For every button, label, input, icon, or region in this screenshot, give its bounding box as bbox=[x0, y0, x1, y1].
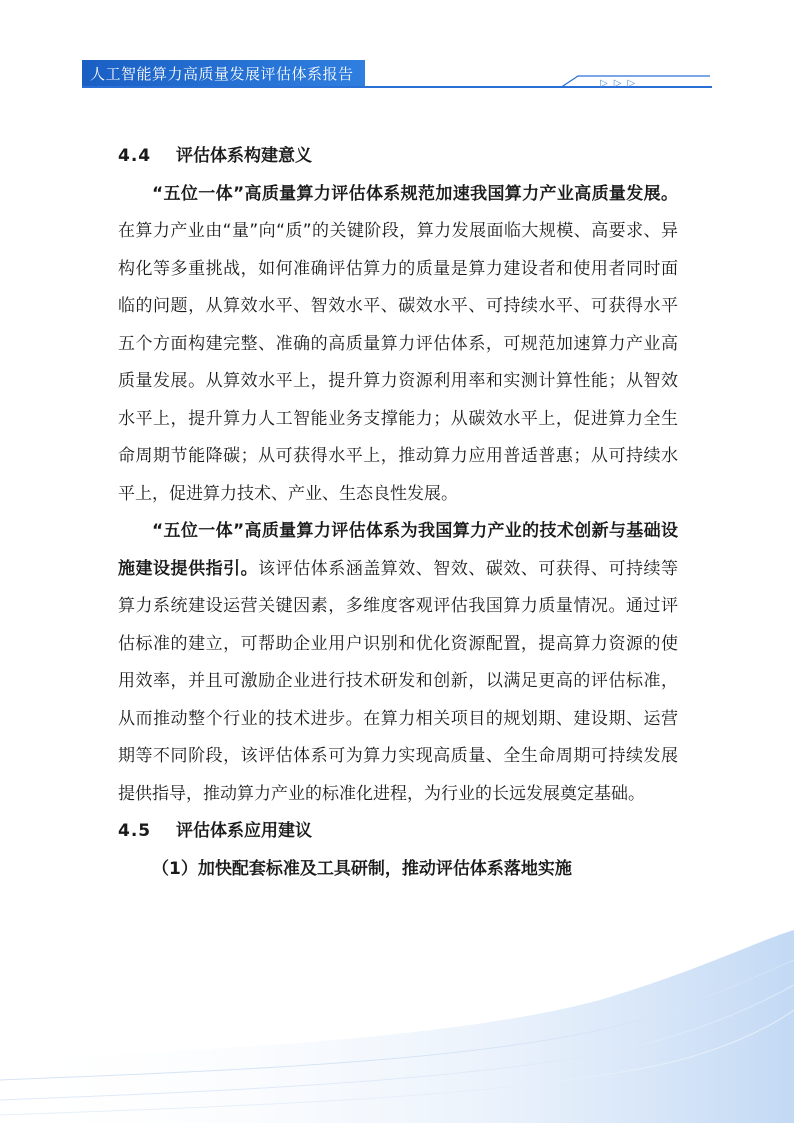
report-title: 人工智能算力高质量发展评估体系报告 bbox=[90, 65, 354, 83]
paragraph-lead: “五位一体”高质量算力评估体系规范加速我国算力产业高质量发展。 bbox=[152, 183, 678, 204]
section-number: 4.5 bbox=[118, 821, 152, 841]
header-arrows-icon: ▷▷▷ bbox=[600, 78, 642, 89]
section-number: 4.4 bbox=[118, 146, 152, 166]
subheading: （1）加快配套标准及工具研制，推动评估体系落地实施 bbox=[152, 858, 572, 879]
section-heading bbox=[118, 138, 678, 176]
paragraph-body: 该评估体系涵盖算效、智效、碳效、可获得、可持续等算力系统建设运营关键因素，多维度客观评估我国算力质量情况。通过评估标准的建立，可帮助企业用户识别和优化资源配置，提高算力资源的使用效率，并且可激励企业进行技术研发和创新，以满足更高的评估标准，从而推动整个行业的技术进步。在算力相关项目的规划期、建设期、运营期等不同阶段，该评估体系可为算力实现高质量、全生命周期可持续发展提供指导，推动算力产业的标准化进程，为行业的长远发展奠定基础。 bbox=[118, 558, 679, 804]
paragraph-body: 在算力产业由“量”向“质”的关键阶段，算力发展面临大规模、高要求、异构化等多重挑战，如何准确评估算力的质量是算力建设者和使用者同时面临的问题，从算效水平、智效水平、碳效水平、可持续水平、可获得水平五个方面构建完整、准确的高质量算力评估体系，可规范加速算力产业高质量发展。从算效水平上，提升算力资源利用率和实测计算性能；从智效水平上，提升算力人工智能业务支撑能力；从碳效水平上，促进算力全生命周期节能降碳；从可获得水平上，推动算力应用普适普惠；从可持续水平上，促进算力技术、产业、生态良性发展。 bbox=[118, 221, 678, 504]
decorative-wave bbox=[0, 900, 794, 1123]
section-heading bbox=[118, 813, 678, 851]
section-title: 评估体系构建意义 bbox=[176, 146, 312, 166]
paragraph bbox=[118, 513, 678, 813]
page-content bbox=[118, 138, 678, 888]
section-title: 评估体系应用建议 bbox=[176, 821, 312, 841]
report-title-banner bbox=[82, 60, 365, 88]
paragraph bbox=[118, 176, 678, 514]
paragraph-lead: “五位一体”高质量算力评估体系为我国算力产业的技术创新与基础设施建设提供指引。 bbox=[118, 521, 678, 579]
